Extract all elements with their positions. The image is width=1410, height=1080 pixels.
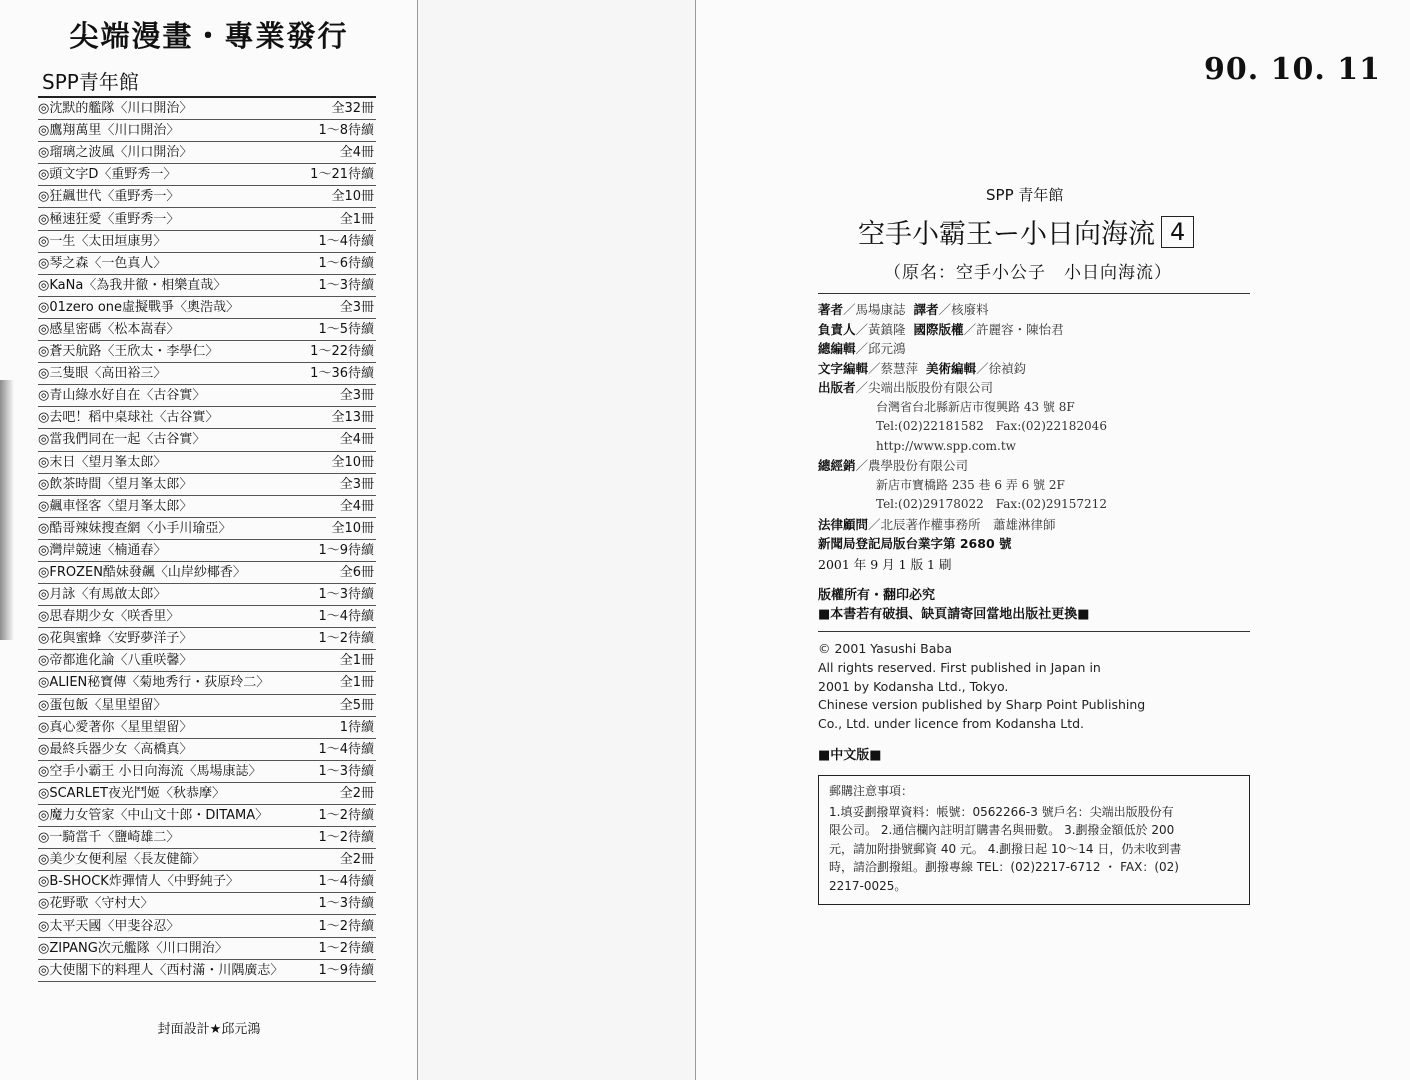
- notice-line: 限公司。 2.通信欄內註明訂購書名與冊數。 3.劃撥金額低於 200: [829, 823, 1175, 837]
- distributor-detail: Tel:(02)29178022 Fax:(02)29157212: [876, 497, 1107, 511]
- credits-block: [818, 300, 1250, 554]
- print-date: 2001 年 9 月 1 版 1 刷: [818, 557, 952, 572]
- divider-rule: [818, 631, 1250, 632]
- catalog-title: ◎末日〈望月峯太郎〉: [38, 454, 167, 470]
- catalog-status: 1～5待續: [318, 321, 374, 337]
- catalog-row: [38, 385, 376, 407]
- catalog-status: 全3冊: [339, 388, 374, 404]
- catalog-status: 全10冊: [331, 520, 374, 536]
- catalog-row: [38, 960, 376, 982]
- notice-line: 1.填妥劃撥單資料：帳號：0562266-3 號戶名：尖端出版股份有: [829, 804, 1174, 819]
- left-page: [0, 0, 418, 1080]
- catalog-status: 1待續: [339, 719, 374, 735]
- catalog-status: 全4冊: [339, 498, 374, 514]
- catalog-row: [38, 915, 376, 937]
- catalog-row: [38, 628, 376, 650]
- catalog-status: 全3冊: [339, 476, 374, 492]
- divider-rule: [818, 293, 1250, 294]
- catalog-status: 1～2待續: [318, 808, 374, 824]
- credit-row: [818, 339, 1250, 359]
- catalog-status: 全10冊: [331, 454, 374, 470]
- credit-role: 文字編輯: [818, 360, 869, 376]
- catalog-title: ◎真心愛著你〈星里望留〉: [38, 719, 193, 735]
- notice-line: 2217-0025。: [829, 878, 907, 893]
- registration-number: 新聞局登記局版台業字第 2680 號: [818, 536, 1012, 551]
- catalog-row: [38, 695, 376, 717]
- catalog-title: ◎酷哥辣妹搜查網〈小手川瑜亞〉: [38, 520, 232, 536]
- catalog-row: [38, 540, 376, 562]
- catalog-row: [38, 849, 376, 871]
- catalog-status: 1～2待續: [318, 918, 374, 934]
- catalog-row: [38, 142, 376, 164]
- catalog-row: [38, 496, 376, 518]
- blank-page: [418, 0, 696, 1080]
- catalog-title: ◎極速狂愛〈重野秀一〉: [38, 211, 180, 227]
- catalog-row: [38, 319, 376, 341]
- catalog-row: [38, 253, 376, 275]
- catalog-status: 1～4待續: [318, 874, 374, 890]
- catalog-title: ◎三隻眼〈高田裕三〉: [38, 366, 167, 382]
- distributor-detail: 新店市寶橋路 235 巷 6 弄 6 號 2F: [876, 477, 1065, 492]
- catalog-status: 1～36待續: [310, 366, 374, 382]
- credit-name: 馬場康誌: [855, 302, 906, 317]
- credit-separator: ／: [843, 302, 856, 317]
- catalog-title: ◎一生〈太田垣康男〉: [38, 233, 167, 249]
- credit-name: 徐禎鈞: [988, 360, 1027, 376]
- publisher-detail: 台灣省台北縣新店市復興路 43 號 8F: [876, 399, 1075, 414]
- catalog-row: [38, 429, 376, 451]
- credit-row: [818, 320, 1250, 340]
- credit-separator: ／: [855, 341, 869, 356]
- catalog-status: 全5冊: [339, 697, 374, 713]
- notice-line: 元，請加附掛號郵資 40 元。 4.劃撥日起 10～14 日，仍未收到書: [829, 841, 1182, 856]
- catalog-status: 1～9待續: [318, 962, 374, 978]
- catalog-row: [38, 893, 376, 915]
- catalog-status: 全6冊: [339, 565, 374, 581]
- catalog-title: ◎空手小霸王 小日向海流〈馬場康誌〉: [38, 763, 262, 779]
- credit-role: 總編輯: [818, 341, 856, 356]
- catalog-title: ◎大使閣下的料理人〈西村滿・川隅廣志〉: [38, 962, 284, 978]
- catalog-title: ◎SCARLET夜光鬥姬〈秋恭摩〉: [38, 785, 225, 801]
- catalog-status: 全1冊: [339, 653, 374, 669]
- catalog-row: [38, 186, 376, 208]
- catalog-title: ◎FROZEN酷妹發飆〈山岸紗椰香〉: [38, 565, 246, 581]
- catalog-title: ◎鷹翔萬里〈川口開治〉: [38, 123, 180, 139]
- date-stamp: 90. 10. 11: [1204, 52, 1382, 87]
- catalog-status: 全2冊: [339, 785, 374, 801]
- credit-name: 邱元鴻: [868, 341, 906, 356]
- credit-separator: ／: [855, 321, 869, 337]
- book-title: [858, 212, 1194, 251]
- rights-line: 版權所有・翻印必究: [818, 588, 936, 603]
- catalog-status: 全1冊: [339, 211, 374, 227]
- credit-name: 黃鎮隆: [868, 321, 906, 337]
- volume-number: 4: [1161, 216, 1194, 248]
- credit-role: 總經銷: [818, 458, 856, 473]
- catalog-title: ◎青山綠水好自在〈古谷實〉: [38, 388, 206, 404]
- catalog-row: [38, 518, 376, 540]
- catalog-title: ◎一騎當千〈鹽崎雄二〉: [38, 830, 180, 846]
- catalog-status: 全1冊: [339, 675, 374, 691]
- catalog-title: ◎去吧！稻中桌球社〈古谷實〉: [38, 410, 219, 426]
- english-line: © 2001 Yasushi Baba: [818, 641, 952, 656]
- catalog-title: ◎頭文字D〈重野秀一〉: [38, 167, 177, 183]
- catalog-row: [38, 474, 376, 496]
- credit-separator: ／: [855, 380, 869, 395]
- rights-line: ■本書若有破損、缺頁請寄回當地出版社更換■: [818, 607, 1090, 622]
- catalog-title: ◎花野歌〈守村大〉: [38, 896, 154, 912]
- credit-name: 核廢料: [951, 302, 989, 317]
- english-line: Chinese version published by Sharp Point Publishing: [818, 697, 1146, 713]
- catalog-title: ◎沈默的艦隊〈川口開治〉: [38, 101, 193, 117]
- catalog-row: [38, 739, 376, 761]
- credit-row: [818, 456, 1250, 476]
- catalog-row: [38, 938, 376, 960]
- credit-row: [818, 515, 1250, 535]
- catalog-row: [38, 164, 376, 186]
- credit-name: 尖端出版股份有限公司: [868, 380, 994, 395]
- credit-role: 負責人: [818, 321, 856, 337]
- catalog-title: ◎太平天國〈甲斐谷忍〉: [38, 918, 180, 934]
- catalog-title: ◎花與蜜蜂〈安野夢洋子〉: [38, 631, 193, 647]
- catalog-row: [38, 297, 376, 319]
- catalog-status: 1～3待續: [318, 763, 374, 779]
- series-title: SPP青年館: [42, 70, 139, 94]
- credit-role: 著者: [818, 302, 844, 317]
- credit-name: 許麗容・陳怡君: [976, 321, 1064, 337]
- catalog-row: [38, 98, 376, 120]
- mail-order-notice: [818, 775, 1250, 905]
- notice-heading: 郵購注意事項：: [829, 784, 914, 798]
- credit-row: [818, 359, 1250, 379]
- catalog-status: 1～2待續: [318, 631, 374, 647]
- catalog-status: 1～21待續: [310, 167, 374, 183]
- catalog-status: 全4冊: [339, 432, 374, 448]
- catalog-row: [38, 407, 376, 429]
- english-line: All rights reserved. First published in Japan in: [818, 659, 1101, 675]
- catalog-row: [38, 208, 376, 230]
- catalog-title: ◎ZIPANG次元艦隊〈川口開治〉: [38, 940, 228, 956]
- catalog-status: 1～4待續: [318, 609, 374, 625]
- catalog-status: 1～3待續: [318, 587, 374, 603]
- catalog-title: ◎思春期少女〈咲香里〉: [38, 609, 180, 625]
- catalog-row: [38, 562, 376, 584]
- catalog-status: 1～9待續: [318, 542, 374, 558]
- catalog-status: 全10冊: [331, 189, 374, 205]
- catalog-title: ◎魔力女管家〈中山文十郎・DITAMA〉: [38, 808, 269, 824]
- catalog-list: [38, 96, 376, 982]
- catalog-row: [38, 783, 376, 805]
- credit-name: 蔡慧萍: [880, 360, 919, 376]
- catalog-row: [38, 231, 376, 253]
- catalog-status: 1～6待續: [318, 255, 374, 271]
- catalog-title: ◎帝都進化論〈八重咲馨〉: [38, 653, 193, 669]
- edition-label: ■中文版■: [818, 748, 882, 763]
- catalog-row: [38, 363, 376, 385]
- colophon-series: SPP 青年館: [986, 186, 1064, 204]
- catalog-row: [38, 761, 376, 783]
- catalog-status: 1～3待續: [318, 896, 374, 912]
- credit-role: 美術編輯: [926, 360, 977, 376]
- catalog-status: 1～2待續: [318, 830, 374, 846]
- catalog-status: 全3冊: [339, 299, 374, 315]
- credit-role: 法律顧問: [818, 516, 869, 532]
- credit-separator: ／: [868, 516, 881, 532]
- catalog-row: [38, 341, 376, 363]
- english-line: 2001 by Kodansha Ltd., Tokyo.: [818, 678, 1009, 694]
- catalog-title: ◎狂飆世代〈重野秀一〉: [38, 189, 180, 205]
- credit-separator: ／: [976, 360, 989, 376]
- credit-separator: ／: [938, 302, 952, 317]
- notice-body: [829, 803, 1239, 896]
- notice-line: 時，請洽劃撥組。劃撥專線 TEL：(02)2217-6712 ・ FAX：(02): [829, 860, 1179, 874]
- credit-separator: ／: [868, 360, 881, 376]
- catalog-row: [38, 452, 376, 474]
- credit-row: [818, 300, 1250, 320]
- catalog-title: ◎美少女便利屋〈長友健篩〉: [38, 852, 206, 868]
- catalog-title: ◎ALIEN秘寶傳〈菊地秀行・荻原玲二〉: [38, 675, 270, 691]
- catalog-title: ◎當我們同在一起〈古谷實〉: [38, 432, 206, 448]
- catalog-status: 1～3待續: [318, 277, 374, 293]
- credit-separator: ／: [855, 458, 869, 473]
- catalog-status: 全2冊: [339, 852, 374, 868]
- credit-role: 國際版權: [913, 321, 964, 337]
- catalog-title: ◎月詠〈有馬啟太郎〉: [38, 587, 167, 603]
- catalog-title: ◎灣岸競速〈楠通春〉: [38, 542, 167, 558]
- english-line: Co., Ltd. under licence from Kodansha Ltd.: [818, 716, 1085, 732]
- catalog-title: ◎感星密碼〈松本嵩春〉: [38, 321, 180, 337]
- credit-row: [818, 378, 1250, 398]
- catalog-title: ◎最終兵器少女〈高橋真〉: [38, 741, 193, 757]
- credit-separator: ／: [963, 321, 977, 337]
- credit-role: 譯者: [913, 302, 939, 317]
- catalog-row: [38, 672, 376, 694]
- catalog-row: [38, 606, 376, 628]
- catalog-row: [38, 120, 376, 142]
- catalog-status: 全13冊: [331, 410, 374, 426]
- catalog-status: 1～4待續: [318, 741, 374, 757]
- catalog-title: ◎KaNa〈為我井徹・相樂直哉〉: [38, 277, 227, 293]
- english-copyright: [818, 640, 1145, 734]
- catalog-row: [38, 805, 376, 827]
- catalog-title: ◎B-SHOCK炸彈情人〈中野純子〉: [38, 874, 239, 890]
- original-title: （原名：空手小公子 小日向海流）: [884, 263, 1172, 283]
- cover-design-credit: 封面設計★邱元鴻: [157, 1022, 261, 1037]
- catalog-row: [38, 584, 376, 606]
- catalog-status: 全32冊: [331, 101, 374, 117]
- catalog-title: ◎飆車怪客〈望月峯太郎〉: [38, 498, 193, 514]
- catalog-row: [38, 650, 376, 672]
- catalog-status: 1～22待續: [310, 344, 374, 360]
- catalog-row: [38, 275, 376, 297]
- catalog-title: ◎瑠璃之波風〈川口開治〉: [38, 145, 193, 161]
- catalog-status: 1～2待續: [318, 940, 374, 956]
- catalog-title: ◎蒼天航路〈王欣太・李學仁〉: [38, 344, 219, 360]
- catalog-status: 全4冊: [339, 145, 374, 161]
- catalog-title: ◎琴之森〈一色真人〉: [38, 255, 167, 271]
- publisher-detail: Tel:(02)22181582 Fax:(02)22182046: [876, 419, 1107, 433]
- catalog-row: [38, 717, 376, 739]
- catalog-title: ◎蛋包飯〈星里望留〉: [38, 697, 167, 713]
- catalog-status: 1～4待續: [318, 233, 374, 249]
- catalog-title: ◎01zero one虛擬戰爭〈奧浩哉〉: [38, 299, 240, 315]
- catalog-status: 1～8待續: [318, 123, 374, 139]
- credit-role: 出版者: [818, 380, 856, 395]
- catalog-title: ◎飲茶時間〈望月峯太郎〉: [38, 476, 193, 492]
- credit-name: 北辰著作權事務所 蕭雄淋律師: [880, 516, 1056, 532]
- page-edge-shadow: [0, 380, 14, 640]
- publisher-detail: http://www.spp.com.tw: [876, 438, 1016, 453]
- rights-notice: [818, 586, 1090, 624]
- catalog-row: [38, 871, 376, 893]
- catalog-row: [38, 827, 376, 849]
- publisher-header: 尖端漫畫・專業發行: [69, 19, 349, 53]
- book-title-text: 空手小霸王ー小日向海流: [858, 219, 1155, 250]
- credit-name: 農學股份有限公司: [868, 458, 969, 473]
